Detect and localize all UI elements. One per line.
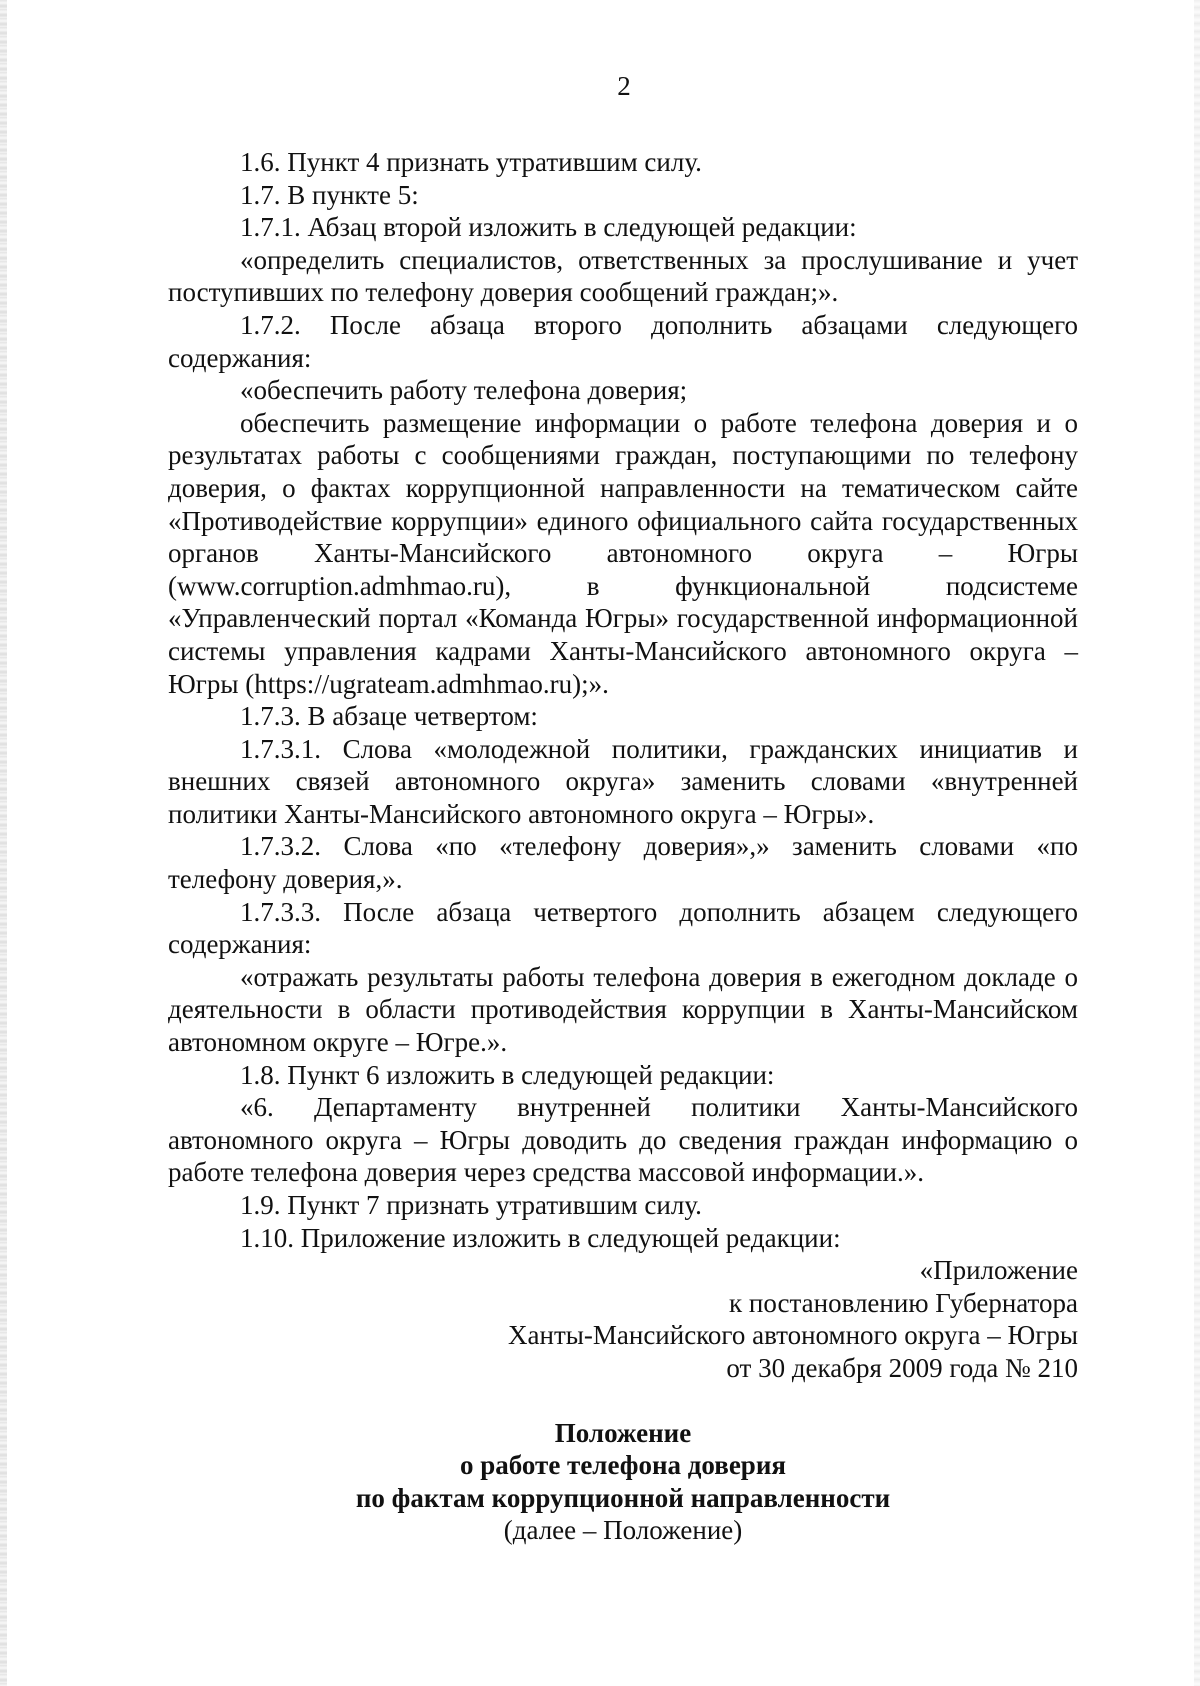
paragraph-quote-hotline: «обеспечить работу телефона доверия; xyxy=(240,375,688,406)
title-line-3: по фактам коррупционной направленности xyxy=(355,1482,891,1513)
title-line-4: (далее – Положение) xyxy=(503,1515,743,1546)
paragraph-publication: обеспечить размещение информации о работе телефона доверия и о результатах работы с сообщениями граждан, поступающими по телефону доверия, о фактах коррупционной направленности на тематическом сайте «Противодействие коррупции» единого официального сайта государственных органов Ханты-Мансийского автономного округа – Югры (www.corruption.admhmao.ru), в функциональной подсистеме «Управленческий портал «Команда Югры» государственной информационной системы управления кадрами Ханты-Мансийского автономного округа – Югры (https://ugrateam.admhmao.ru);». xyxy=(168,407,1078,699)
appendix-line-3: Ханты-Мансийского автономного округа – Югры xyxy=(508,1320,1078,1351)
paragraph-1-7-2: 1.7.2. После абзаца второго дополнить абзацами следующего содержания: xyxy=(168,309,1078,373)
regulation-title xyxy=(168,1417,1078,1547)
document-body xyxy=(168,146,1078,1547)
paragraph-1-7-3: 1.7.3. В абзаце четвертом: xyxy=(240,701,538,732)
paragraph-1-7-3-1: 1.7.3.1. Слова «молодежной политики, гражданских инициатив и внешних связей автономного округа» заменить словами «внутренней политики Ханты-Мансийского автономного округа – Югры». xyxy=(168,733,1078,829)
paragraph-1-7-1: 1.7.1. Абзац второй изложить в следующей редакции: xyxy=(240,212,857,243)
paragraph-quote-department: «6. Департаменту внутренней политики Ханты-Мансийского автономного округа – Югры доводить до сведения граждан информацию о работе телефона доверия через средства массовой информации.». xyxy=(168,1092,1078,1188)
paragraph-1-9: 1.9. Пункт 7 признать утратившим силу. xyxy=(240,1190,702,1220)
paragraph-1-7-3-3: 1.7.3.3. После абзаца четвертого дополнить абзацем следующего содержания: xyxy=(168,896,1078,960)
paragraph-quote-specialists: «определить специалистов, ответственных за прослушивание и учет поступивших по телефону доверия сообщений граждан;». xyxy=(168,244,1078,308)
appendix-line-4: от 30 декабря 2009 года № 210 xyxy=(726,1352,1078,1383)
appendix-header xyxy=(168,1254,1078,1384)
paragraph-1-7-3-2: 1.7.3.2. Слова «по «телефону доверия»,» заменить словами «по телефону доверия,». xyxy=(168,831,1078,895)
paragraph-quote-report: «отражать результаты работы телефона доверия в ежегодном докладе о деятельности в области противодействия коррупции в Ханты-Мансийском автономном округе – Югре.». xyxy=(168,961,1078,1058)
appendix-line-1: «Приложение xyxy=(919,1255,1078,1286)
paragraph-1-8: 1.8. Пункт 6 изложить в следующей редакции: xyxy=(240,1059,775,1090)
paragraph-1-7: 1.7. В пункте 5: xyxy=(240,179,419,210)
page-number: 2 xyxy=(617,71,631,101)
title-line-2: о работе телефона доверия xyxy=(460,1450,786,1481)
title-line-1: Положение xyxy=(554,1417,692,1448)
appendix-line-2: к постановлению Губернатора xyxy=(729,1287,1078,1318)
paragraph-1-6: 1.6. Пункт 4 признать утратившим силу. xyxy=(240,147,702,177)
scan-edge-right xyxy=(1194,0,1200,1686)
scan-edge-left xyxy=(0,0,7,1686)
paragraph-1-10: 1.10. Приложение изложить в следующей редакции: xyxy=(240,1222,841,1253)
